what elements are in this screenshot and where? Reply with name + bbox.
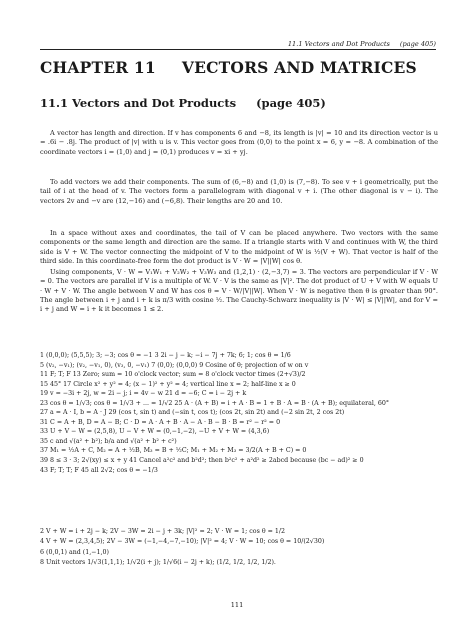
chapter-heading [40, 58, 417, 77]
answer-line: 33 U + V − W = (2,5,8), U − V + W = (0,−1,−2), −U + V + W = (4,3,6) [40, 428, 270, 436]
paragraph-dot-product: Using components, V · W = V₁W₁ + V₂W₂ + V₃W₃ and (1,2,1) · (2,−3,7) = 3. The vectors are perpendicular if V · W = 0. The vectors are parallel if V is a multiple of W. V · V is the same as |V|². The dot product of U + V with W equals U · W + V · W. The angle between V and W has cos θ = V · W/|V||W|. When V · W is negative then θ is greater than 90°. The angle between i + j and i + k is π/3 with cosine ½. The Cauchy-Schwarz inequality is |V · W| ≤ |V||W|, and for V = i + j and W = i + k it becomes 1 ≤ 2. [40, 268, 438, 314]
answer-line: 23 cos θ = 1/√3; cos θ = 1/√3 + ... = 1/√2 25 A · (A + B) = i + A · B = 1 + B · A = B · (A + B); equilateral, 60° [40, 399, 390, 407]
answer-line: 5 (v₂, −v₁); (v₂, −v₁, 0), (v₃, 0, −v₁) 7 (0,0); (0,0,0) 9 Cosine of θ; projection of w on v [40, 361, 309, 369]
answer-line: 6 (0,0,1) and (1,−1,0) [40, 548, 109, 556]
answer-line: 11 F; T; F 13 Zero; sum = 10 o'clock vector; sum = 8 o'clock vector times (2+√3)/2 [40, 371, 306, 379]
running-head-title: 11.1 Vectors and Dot Products [287, 40, 390, 48]
answer-line: 1 (0,0,0); (5,5,5); 3; −3; cos θ = −1 3 2i − j − k; −i − 7j + 7k; 6; 1; cos θ = 1/6 [40, 352, 291, 359]
even-answers-list [40, 527, 438, 569]
running-head-page-ref: (page 405) [399, 40, 436, 48]
chapter-title: VECTORS AND MATRICES [181, 58, 417, 77]
answer-line: 15 45° 17 Circle x² + y² = 4; (x − 1)² + y² = 4; vertical line x = 2; half-line x ≥ 0 [40, 380, 296, 388]
section-page-ref: (page 405) [256, 96, 326, 110]
answer-line: 31 C = A + B, D = A − B; C · D = A · A + B · A − A · B − B · B = r² − r² = 0 [40, 418, 281, 426]
section-heading [40, 96, 326, 110]
answer-line: 43 F; T; T; F 45 all 2√2; cos θ = −1/3 [40, 466, 158, 474]
answer-line: 37 M₁ = ½A + C, M₂ = A + ½B, M₃ = B + ½C; M₁ + M₂ + M₃ = 3/2(A + B + C) = 0 [40, 447, 307, 455]
answer-line: 39 8 ≤ 3 · 3; 2√(xy) ≤ x + y 41 Cancel a²c² and b²d²; then b²c² + a²d² ≥ 2abcd because (bc − ad)² ≥ 0 [40, 457, 364, 465]
section-title: 11.1 Vectors and Dot Products [40, 96, 237, 110]
paragraph-coordinate-free: In a space without axes and coordinates, the tail of V can be placed anywhere. Two vectors with the same components or the same length and direction are the same. If a triangle starts with V and continues with W, the third side is V + W. The vector connecting the midpoint of V to the midpoint of W is ½(V + W). That vector is half of the third side. In this coordinate-free form the dot product is V · W = |V||W| cos θ. [40, 229, 438, 265]
page-number: 111 [230, 601, 244, 609]
answer-line: 8 Unit vectors 1/√3(1,1,1); 1/√2(i + j); 1/√6(i − 2j + k); (1/2, 1/2, 1/2, 1/2). [40, 559, 276, 567]
paragraph-vector-addition: To add vectors we add their components. The sum of (6,−8) and (1,0) is (7,−8). To see v + i geometrically, put the tail of i at the head of v. The vectors form a parallelogram with diagonal v + i. (The other diagonal is v − i). The vectors 2v and −v are (12,−16) and (−6,8). Their lengths are 20 and 10. [40, 178, 438, 205]
answer-line: 35 c and √(a² + b²); b/a and √(a² + b² + c²) [40, 437, 177, 445]
paragraph-vector-length: A vector has length and direction. If v has components 6 and −8, its length is |v| = 10 and its direction vector is u = .6i − .8j. The product of |v| with u is v. This vector goes from (0,0) to the point x = 6, y = −8. A combination of the coordinate vectors i = (1,0) and j = (0,1) produces v = xi + yj. [40, 129, 438, 156]
answer-line: 27 a = A · I, b = A · J 29 (cos t, sin t) and (−sin t, cos t); (cos 2t, sin 2t) and (−2 sin 2t, 2 cos 2t) [40, 409, 345, 417]
running-head [288, 40, 436, 48]
header-rule [40, 49, 436, 50]
answer-line: 4 V + W = (2,3,4,5); 2V − 3W = (−1,−4,−7,−10); |V|² = 4; V · W = 10; cos θ = 10/(2√30) [40, 538, 325, 546]
answer-line: 2 V + W = i + 2j − k; 2V − 3W = 2i − j + 3k; |V|² = 2; V · W = 1; cos θ = 1/2 [40, 528, 286, 535]
chapter-label: CHAPTER 11 [40, 58, 156, 77]
answer-line: 19 v = −3i + 2j, w = 2i − j; i = 4v − w 21 d = −6; C = i − 2j + k [40, 390, 247, 398]
odd-answers-list [40, 351, 438, 475]
